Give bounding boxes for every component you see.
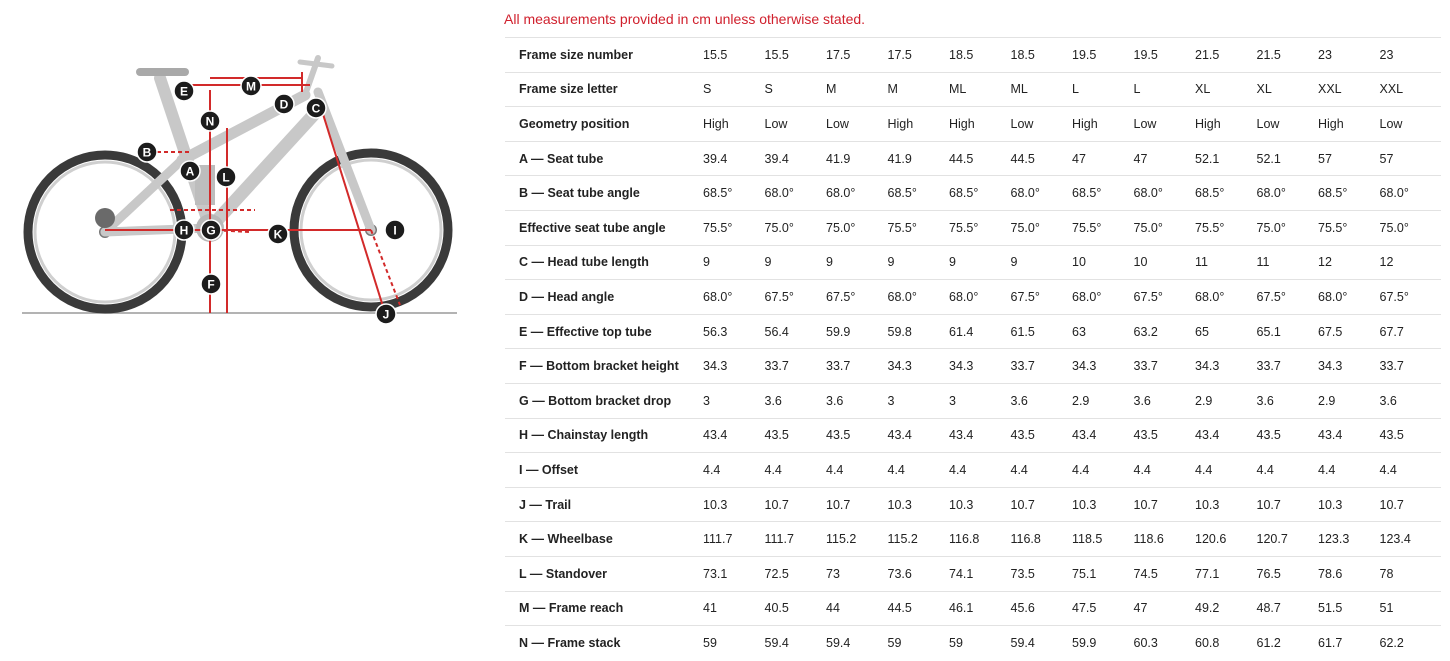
table-cell: 123.4 — [1380, 522, 1442, 557]
table-cell: 43.4 — [1195, 418, 1257, 453]
table-cell: 67.5° — [1011, 280, 1073, 315]
table-cell: 59.8 — [888, 314, 950, 349]
table-cell: 12 — [1318, 245, 1380, 280]
table-cell: Low — [1380, 107, 1442, 142]
table-cell: 47.5 — [1072, 591, 1134, 626]
marker-f — [201, 274, 221, 294]
table-cell: 40.5 — [765, 591, 827, 626]
svg-text:G: G — [206, 223, 216, 238]
table-cell: 41.9 — [826, 141, 888, 176]
table-cell: 10.3 — [1195, 487, 1257, 522]
table-cell: 118.6 — [1134, 522, 1196, 557]
table-cell: 68.0° — [1134, 176, 1196, 211]
table-cell: 10.7 — [1011, 487, 1073, 522]
table-cell: 9 — [826, 245, 888, 280]
table-cell: 10.7 — [1257, 487, 1319, 522]
table-cell: 75.1 — [1072, 556, 1134, 591]
table-cell: 68.0° — [949, 280, 1011, 315]
svg-text:M: M — [246, 79, 256, 94]
table-row — [505, 349, 1441, 384]
row-label: L — Standover — [505, 556, 703, 591]
table-cell: 4.4 — [703, 453, 765, 488]
row-label: I — Offset — [505, 453, 703, 488]
table-cell: 9 — [888, 245, 950, 280]
table-cell: 62.2 — [1380, 626, 1442, 660]
table-cell: 75.5° — [703, 210, 765, 245]
table-cell: S — [703, 72, 765, 107]
table-cell: 72.5 — [765, 556, 827, 591]
svg-text:N: N — [205, 114, 215, 129]
table-cell: 68.0° — [1380, 176, 1442, 211]
table-cell: 3.6 — [1134, 383, 1196, 418]
row-label: F — Bottom bracket height — [505, 349, 703, 384]
table-cell: 63.2 — [1134, 314, 1196, 349]
table-cell: 75.0° — [826, 210, 888, 245]
table-cell: 47 — [1134, 591, 1196, 626]
marker-e — [174, 81, 194, 101]
table-cell: 4.4 — [1380, 453, 1442, 488]
table-cell: 19.5 — [1134, 38, 1196, 73]
table-cell: 43.5 — [1011, 418, 1073, 453]
marker-i — [385, 220, 405, 240]
table-cell: 18.5 — [949, 38, 1011, 73]
table-cell: 39.4 — [703, 141, 765, 176]
table-cell: 68.5° — [1318, 176, 1380, 211]
table-cell: Low — [765, 107, 827, 142]
table-cell: 43.4 — [703, 418, 765, 453]
marker-l — [216, 167, 236, 187]
svg-text:D: D — [279, 97, 289, 112]
table-cell: High — [1195, 107, 1257, 142]
table-cell: 11 — [1257, 245, 1319, 280]
table-cell: Low — [1134, 107, 1196, 142]
table-cell: 73.1 — [703, 556, 765, 591]
table-cell: 67.5° — [1257, 280, 1319, 315]
table-cell: 75.0° — [1380, 210, 1442, 245]
marker-d — [274, 94, 294, 114]
table-cell: 43.4 — [888, 418, 950, 453]
table-cell: 39.4 — [765, 141, 827, 176]
table-cell: 60.3 — [1134, 626, 1196, 660]
table-cell: 61.5 — [1011, 314, 1073, 349]
table-cell: 47 — [1072, 141, 1134, 176]
table-cell: 68.0° — [1257, 176, 1319, 211]
table-cell: M — [888, 72, 950, 107]
table-cell: 68.5° — [703, 176, 765, 211]
table-cell: 43.4 — [949, 418, 1011, 453]
table-row — [505, 522, 1441, 557]
table-cell: High — [949, 107, 1011, 142]
marker-k — [268, 224, 288, 244]
table-cell: 68.5° — [888, 176, 950, 211]
svg-text:J: J — [382, 307, 390, 322]
table-row — [505, 245, 1441, 280]
marker-n — [200, 111, 220, 131]
table-cell: 3.6 — [1257, 383, 1319, 418]
table-cell: ML — [1011, 72, 1073, 107]
bike-geometry-diagram — [0, 0, 480, 661]
table-cell: High — [1072, 107, 1134, 142]
table-cell: 34.3 — [1195, 349, 1257, 384]
table-cell: 57 — [1380, 141, 1442, 176]
table-row — [505, 72, 1441, 107]
table-cell: 77.1 — [1195, 556, 1257, 591]
table-cell: 4.4 — [1318, 453, 1380, 488]
svg-text:E: E — [179, 84, 189, 99]
table-cell: 33.7 — [765, 349, 827, 384]
table-cell: 73 — [826, 556, 888, 591]
table-cell: High — [703, 107, 765, 142]
table-cell: ML — [949, 72, 1011, 107]
table-cell: 75.5° — [1195, 210, 1257, 245]
table-cell: 9 — [949, 245, 1011, 280]
table-cell: 51.5 — [1318, 591, 1380, 626]
table-cell: 4.4 — [1195, 453, 1257, 488]
table-cell: 34.3 — [888, 349, 950, 384]
table-row — [505, 176, 1441, 211]
table-cell: 19.5 — [1072, 38, 1134, 73]
table-cell: 52.1 — [1195, 141, 1257, 176]
geometry-table — [505, 37, 1441, 660]
table-cell: 10.7 — [1380, 487, 1442, 522]
table-cell: 61.4 — [949, 314, 1011, 349]
svg-text:F: F — [207, 277, 215, 292]
table-cell: 61.7 — [1318, 626, 1380, 660]
table-cell: 75.0° — [1134, 210, 1196, 245]
table-cell: 41 — [703, 591, 765, 626]
svg-text:I: I — [393, 223, 397, 238]
table-cell: 67.5° — [826, 280, 888, 315]
table-cell: 3.6 — [765, 383, 827, 418]
table-cell: 75.5° — [888, 210, 950, 245]
table-cell: 10.3 — [949, 487, 1011, 522]
row-label: K — Wheelbase — [505, 522, 703, 557]
table-cell: 67.5° — [1134, 280, 1196, 315]
row-label: G — Bottom bracket drop — [505, 383, 703, 418]
table-cell: 48.7 — [1257, 591, 1319, 626]
table-cell: 57 — [1318, 141, 1380, 176]
table-cell: 67.5° — [1380, 280, 1442, 315]
table-row — [505, 141, 1441, 176]
table-cell: 60.8 — [1195, 626, 1257, 660]
table-cell: 59.4 — [1011, 626, 1073, 660]
table-cell: XXL — [1380, 72, 1442, 107]
table-cell: 123.3 — [1318, 522, 1380, 557]
table-cell: 9 — [765, 245, 827, 280]
table-cell: 68.0° — [703, 280, 765, 315]
table-cell: 23 — [1318, 38, 1380, 73]
table-row — [505, 107, 1441, 142]
geometry-table-body — [505, 38, 1441, 660]
table-cell: 43.5 — [826, 418, 888, 453]
table-cell: 59.9 — [1072, 626, 1134, 660]
table-cell: 10 — [1072, 245, 1134, 280]
table-cell: M — [826, 72, 888, 107]
row-label: E — Effective top tube — [505, 314, 703, 349]
table-cell: 116.8 — [949, 522, 1011, 557]
table-cell: 10.3 — [888, 487, 950, 522]
table-cell: 10 — [1134, 245, 1196, 280]
svg-text:C: C — [311, 101, 321, 116]
table-cell: 17.5 — [888, 38, 950, 73]
svg-text:A: A — [185, 164, 195, 179]
table-cell: 59.4 — [826, 626, 888, 660]
row-label: A — Seat tube — [505, 141, 703, 176]
table-cell: 9 — [1011, 245, 1073, 280]
table-cell: 47 — [1134, 141, 1196, 176]
table-row — [505, 280, 1441, 315]
table-cell: 3.6 — [1380, 383, 1442, 418]
table-cell: 34.3 — [703, 349, 765, 384]
table-cell: 68.5° — [1195, 176, 1257, 211]
table-cell: 10.7 — [765, 487, 827, 522]
table-cell: 68.5° — [1072, 176, 1134, 211]
table-cell: 10.3 — [1318, 487, 1380, 522]
table-cell: 3.6 — [826, 383, 888, 418]
table-cell: 34.3 — [1318, 349, 1380, 384]
table-cell: 68.0° — [1195, 280, 1257, 315]
table-row — [505, 38, 1441, 73]
table-cell: 52.1 — [1257, 141, 1319, 176]
table-cell: 3 — [888, 383, 950, 418]
table-cell: 120.6 — [1195, 522, 1257, 557]
table-cell: 65 — [1195, 314, 1257, 349]
measurement-note: All measurements provided in cm unless otherwise stated. — [504, 11, 866, 27]
marker-g — [201, 220, 221, 240]
svg-text:L: L — [222, 170, 230, 185]
table-cell: 75.0° — [1257, 210, 1319, 245]
table-row — [505, 487, 1441, 522]
svg-text:H: H — [179, 223, 189, 238]
table-cell: 4.4 — [826, 453, 888, 488]
table-cell: 43.5 — [1134, 418, 1196, 453]
table-cell: 44.5 — [1011, 141, 1073, 176]
table-cell: 4.4 — [1011, 453, 1073, 488]
table-cell: 43.4 — [1318, 418, 1380, 453]
svg-text:K: K — [273, 227, 283, 242]
table-cell: Low — [1011, 107, 1073, 142]
table-cell: 67.5° — [765, 280, 827, 315]
table-cell: 49.2 — [1195, 591, 1257, 626]
table-cell: 3 — [949, 383, 1011, 418]
row-label: D — Head angle — [505, 280, 703, 315]
table-cell: 46.1 — [949, 591, 1011, 626]
table-cell: 75.0° — [1011, 210, 1073, 245]
table-row — [505, 210, 1441, 245]
row-label: M — Frame reach — [505, 591, 703, 626]
table-cell: 44.5 — [888, 591, 950, 626]
table-cell: 4.4 — [888, 453, 950, 488]
table-cell: 68.0° — [1072, 280, 1134, 315]
table-cell: 9 — [703, 245, 765, 280]
table-cell: 73.6 — [888, 556, 950, 591]
svg-text:B: B — [142, 145, 152, 160]
table-cell: 63 — [1072, 314, 1134, 349]
table-cell: 73.5 — [1011, 556, 1073, 591]
row-label: Frame size number — [505, 38, 703, 73]
table-cell: 21.5 — [1195, 38, 1257, 73]
table-cell: 75.5° — [949, 210, 1011, 245]
table-cell: 111.7 — [765, 522, 827, 557]
table-cell: 34.3 — [949, 349, 1011, 384]
table-cell: 18.5 — [1011, 38, 1073, 73]
table-cell: 21.5 — [1257, 38, 1319, 73]
table-cell: 33.7 — [1011, 349, 1073, 384]
table-cell: 15.5 — [703, 38, 765, 73]
table-cell: L — [1072, 72, 1134, 107]
table-cell: 44 — [826, 591, 888, 626]
table-cell: 33.7 — [1134, 349, 1196, 384]
table-row — [505, 591, 1441, 626]
table-cell: 68.0° — [888, 280, 950, 315]
table-cell: L — [1134, 72, 1196, 107]
table-cell: 2.9 — [1318, 383, 1380, 418]
table-row — [505, 314, 1441, 349]
table-cell: 68.0° — [826, 176, 888, 211]
row-label: B — Seat tube angle — [505, 176, 703, 211]
row-label: J — Trail — [505, 487, 703, 522]
table-row — [505, 556, 1441, 591]
table-cell: 59.9 — [826, 314, 888, 349]
table-cell: 10.3 — [1072, 487, 1134, 522]
marker-b — [137, 142, 157, 162]
table-cell: 67.5 — [1318, 314, 1380, 349]
table-cell: 56.3 — [703, 314, 765, 349]
table-cell: 67.7 — [1380, 314, 1442, 349]
table-cell: 43.5 — [1257, 418, 1319, 453]
table-cell: 68.5° — [949, 176, 1011, 211]
table-cell: 75.0° — [765, 210, 827, 245]
table-cell: 115.2 — [826, 522, 888, 557]
marker-a — [180, 161, 200, 181]
table-cell: 51 — [1380, 591, 1442, 626]
table-cell: 23 — [1380, 38, 1442, 73]
table-cell: 44.5 — [949, 141, 1011, 176]
table-cell: XXL — [1318, 72, 1380, 107]
table-cell: 34.3 — [1072, 349, 1134, 384]
table-cell: 76.5 — [1257, 556, 1319, 591]
table-cell: S — [765, 72, 827, 107]
table-cell: 118.5 — [1072, 522, 1134, 557]
table-cell: 17.5 — [826, 38, 888, 73]
table-row — [505, 418, 1441, 453]
table-row — [505, 383, 1441, 418]
table-cell: 75.5° — [1318, 210, 1380, 245]
table-row — [505, 626, 1441, 660]
table-cell: 3 — [703, 383, 765, 418]
table-cell: 116.8 — [1011, 522, 1073, 557]
table-cell: 3.6 — [1011, 383, 1073, 418]
marker-j — [376, 304, 396, 324]
table-cell: 59 — [949, 626, 1011, 660]
row-label: C — Head tube length — [505, 245, 703, 280]
row-label: H — Chainstay length — [505, 418, 703, 453]
table-cell: 12 — [1380, 245, 1442, 280]
table-cell: 74.5 — [1134, 556, 1196, 591]
row-label: Effective seat tube angle — [505, 210, 703, 245]
table-cell: XL — [1257, 72, 1319, 107]
table-cell: 78 — [1380, 556, 1442, 591]
table-cell: 2.9 — [1072, 383, 1134, 418]
table-cell: 43.5 — [1380, 418, 1442, 453]
table-cell: 120.7 — [1257, 522, 1319, 557]
table-cell: 2.9 — [1195, 383, 1257, 418]
table-cell: 4.4 — [1134, 453, 1196, 488]
table-cell: 15.5 — [765, 38, 827, 73]
table-cell: 75.5° — [1072, 210, 1134, 245]
table-cell: 43.4 — [1072, 418, 1134, 453]
table-cell: 4.4 — [1257, 453, 1319, 488]
table-cell: 68.0° — [1318, 280, 1380, 315]
table-cell: 33.7 — [826, 349, 888, 384]
table-cell: 59 — [703, 626, 765, 660]
table-cell: 10.7 — [826, 487, 888, 522]
table-cell: High — [1318, 107, 1380, 142]
row-label: Geometry position — [505, 107, 703, 142]
table-cell: 10.7 — [1134, 487, 1196, 522]
table-cell: 41.9 — [888, 141, 950, 176]
marker-c — [306, 98, 326, 118]
table-cell: 115.2 — [888, 522, 950, 557]
table-cell: Low — [826, 107, 888, 142]
table-cell: 74.1 — [949, 556, 1011, 591]
table-cell: 111.7 — [703, 522, 765, 557]
table-cell: 59.4 — [765, 626, 827, 660]
table-cell: 65.1 — [1257, 314, 1319, 349]
table-cell: Low — [1257, 107, 1319, 142]
table-cell: 33.7 — [1380, 349, 1442, 384]
table-cell: 78.6 — [1318, 556, 1380, 591]
table-cell: 11 — [1195, 245, 1257, 280]
marker-h — [174, 220, 194, 240]
table-cell: 61.2 — [1257, 626, 1319, 660]
table-cell: 56.4 — [765, 314, 827, 349]
table-cell: XL — [1195, 72, 1257, 107]
table-cell: 59 — [888, 626, 950, 660]
table-cell: 33.7 — [1257, 349, 1319, 384]
table-cell: 4.4 — [1072, 453, 1134, 488]
table-cell: 68.0° — [765, 176, 827, 211]
table-cell: High — [888, 107, 950, 142]
table-row — [505, 453, 1441, 488]
marker-m — [241, 76, 261, 96]
table-cell: 10.3 — [703, 487, 765, 522]
table-cell: 45.6 — [1011, 591, 1073, 626]
table-cell: 4.4 — [949, 453, 1011, 488]
table-cell: 43.5 — [765, 418, 827, 453]
row-label: N — Frame stack — [505, 626, 703, 660]
table-cell: 68.0° — [1011, 176, 1073, 211]
table-cell: 4.4 — [765, 453, 827, 488]
row-label: Frame size letter — [505, 72, 703, 107]
